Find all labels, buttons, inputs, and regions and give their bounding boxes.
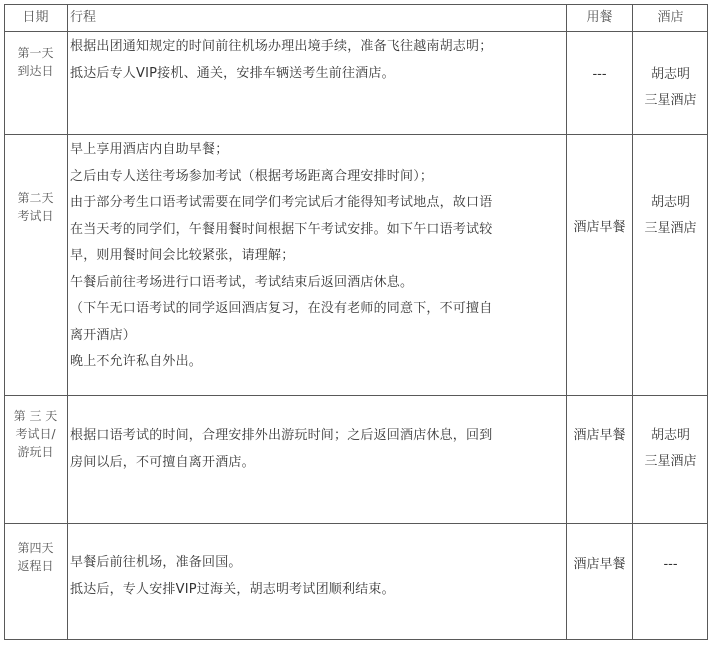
- header-date: 日期: [22, 10, 49, 25]
- day-label: 第一天: [17, 46, 54, 60]
- day-label: 第 三 天: [13, 409, 58, 423]
- itinerary-line: 离开酒店）: [70, 327, 137, 343]
- hotel-name: 三星酒店: [644, 93, 697, 108]
- itinerary-cell: [70, 137, 564, 376]
- itinerary-line: 抵达后专人VIP接机、通关，安排车辆送考生前往酒店。: [70, 65, 395, 81]
- meal-cell: 酒店早餐: [573, 557, 626, 572]
- itinerary-line: 根据出团通知规定的时间前往机场办理出境手续，准备飞往越南胡志明；: [70, 39, 493, 54]
- itinerary-line: 晚上不允许私自外出。: [70, 354, 203, 369]
- itinerary-line: 之后由专人送往考场参加考试（根据考场距离合理安排时间）；: [70, 168, 434, 184]
- hotel-city: 胡志明: [650, 195, 690, 210]
- row-divider: [4, 523, 708, 524]
- meal-cell: 酒店早餐: [573, 428, 626, 443]
- hotel-cell: [633, 62, 708, 114]
- itinerary-line: 早上享用酒店内自助早餐；: [70, 142, 229, 157]
- hotel-cell: [633, 423, 708, 475]
- hotel-city: 胡志明: [650, 428, 690, 443]
- itinerary-line: 早，则用餐时间会比较紧张，请理解；: [70, 248, 295, 263]
- hotel-cell: [633, 190, 708, 242]
- day-type: 考试日: [17, 209, 54, 223]
- itinerary-line: 根据口语考试的时间，合理安排外出游玩时间；之后返回酒店休息，回到: [70, 428, 493, 443]
- day-label: 第四天: [17, 541, 54, 555]
- itinerary-line: 早餐后前往机场，准备回国。: [70, 555, 242, 570]
- row-divider: [4, 395, 708, 396]
- day-cell: [4, 189, 67, 225]
- hotel-city: 胡志明: [650, 67, 690, 82]
- itinerary-line: 房间以后，不可擅自离开酒店。: [70, 454, 255, 470]
- itinerary-line: 由于部分考生口语考试需要在同学们考完试后才能得知考试地点，故口语: [70, 195, 493, 210]
- itinerary-cell: [70, 34, 564, 87]
- itinerary-cell: [70, 550, 564, 603]
- day-label: 第二天: [17, 191, 54, 205]
- row-divider: [4, 134, 708, 135]
- column-divider: [67, 4, 68, 640]
- itinerary-line: （下午无口语考试的同学返回酒店复习，在没有老师的同意下，不可擅自: [70, 301, 493, 316]
- day-cell: [4, 44, 67, 80]
- itinerary-line: 抵达后，专人安排VIP过海关，胡志明考试团顺利结束。: [70, 581, 395, 597]
- column-divider: [566, 4, 567, 640]
- day-cell: [4, 539, 67, 575]
- day-type: 考试日/: [15, 427, 56, 441]
- itinerary-line: 午餐后前往考场进行口语考试，考试结束后返回酒店休息。: [70, 274, 414, 290]
- header-hotel: 酒店: [657, 10, 684, 25]
- itinerary-cell: [70, 423, 564, 476]
- day-type: 游玩日: [17, 445, 54, 459]
- hotel-cell: ---: [663, 557, 678, 572]
- day-type: 返程日: [17, 559, 54, 573]
- hotel-name: 三星酒店: [644, 221, 697, 236]
- itinerary-line: 在当天考的同学们，午餐用餐时间根据下午考试安排。如下午口语考试较: [70, 221, 493, 237]
- header-meal: 用餐: [586, 10, 613, 25]
- meal-cell: 酒店早餐: [573, 220, 626, 235]
- row-divider: [4, 31, 708, 32]
- day-cell: [4, 407, 67, 461]
- meal-cell: ---: [592, 67, 607, 82]
- day-type: 到达日: [17, 64, 54, 78]
- hotel-name: 三星酒店: [644, 454, 697, 469]
- header-itinerary: 行程: [70, 10, 97, 25]
